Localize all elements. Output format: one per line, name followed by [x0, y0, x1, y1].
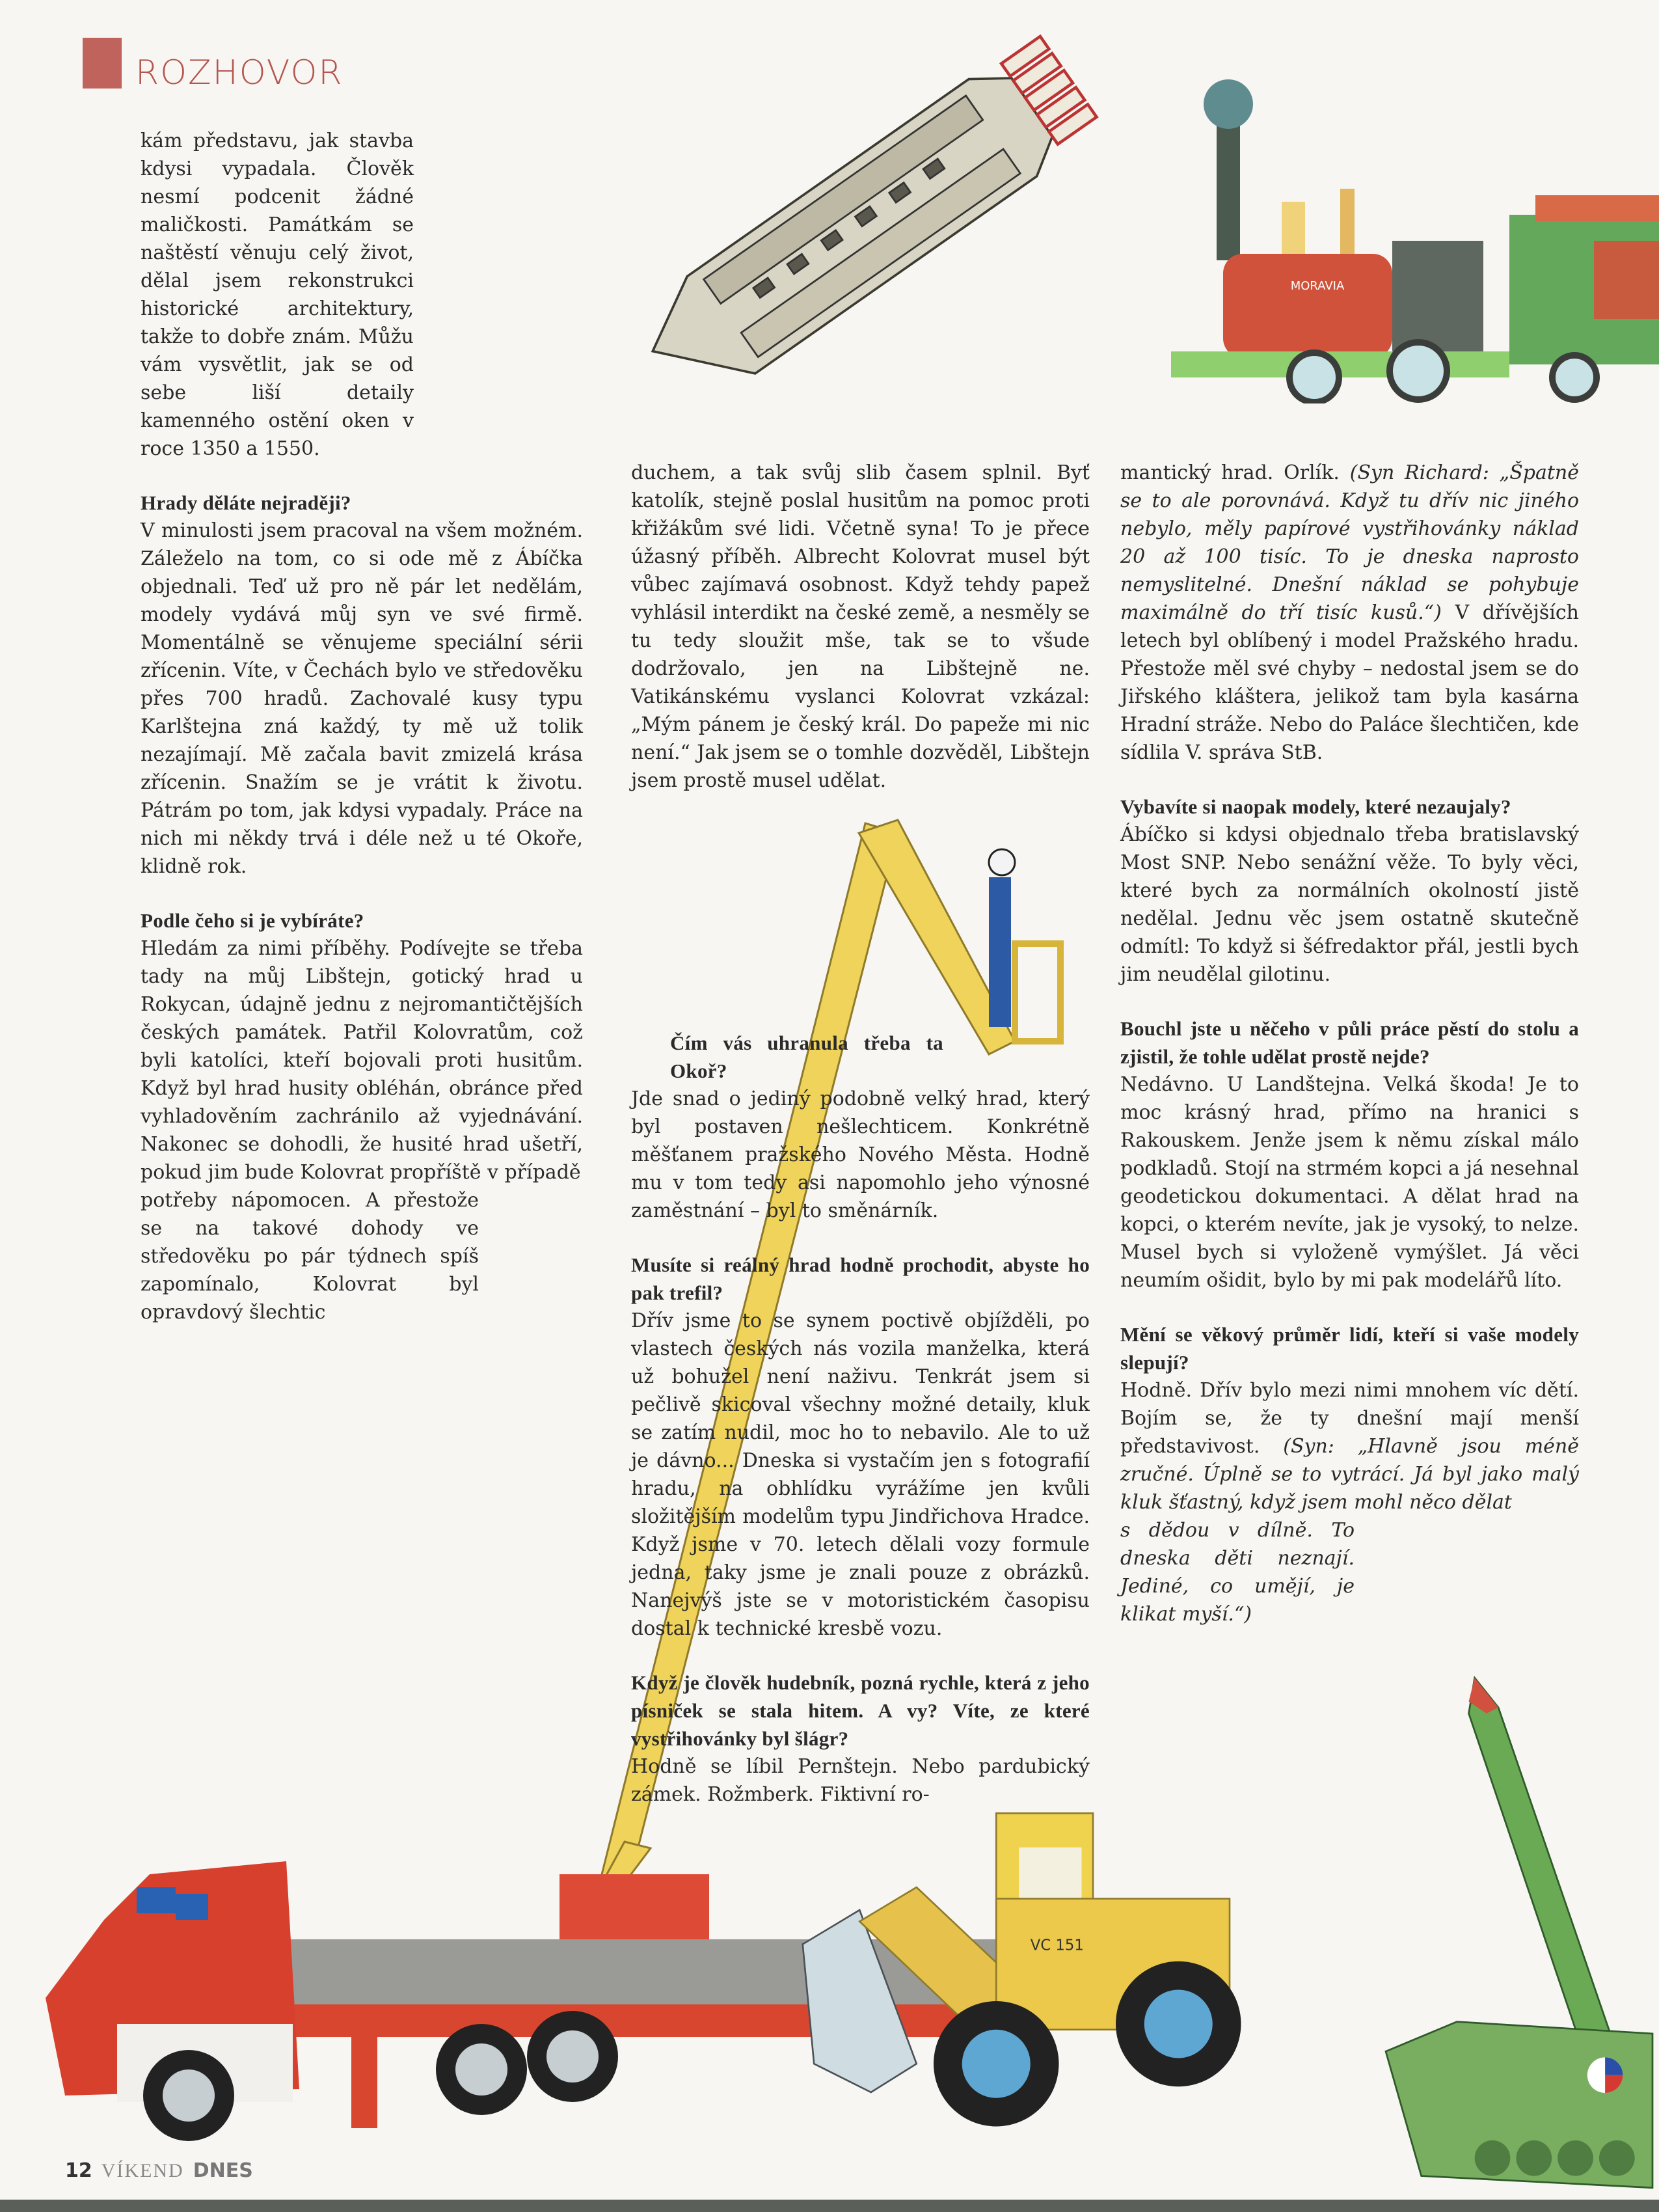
page-edge [0, 2200, 1659, 2212]
son-quote-tail: s dědou v dílně. To dneska děti neznají. Jediné, co umějí, je klikat myší.“) [1120, 1519, 1355, 1626]
article-column-3 [1120, 459, 1579, 1628]
article-column-1 [141, 127, 583, 1326]
question-heading: Vybavíte si naopak modely, které nezaujaly? [1120, 795, 1511, 818]
answer-paragraph: duchem, a tak svůj slib časem splnil. Byť katolík, stejně poslal husitům na pomoc proti křižákům své lidi. Včetně syna! To je přece úžasný příběh. Albrecht Kolovrat musel být vůbec zajímavá osobnost. Když tehdy papež vyhlásil interdikt na české země, a nesměly se tu tedy sloužit mše, tak se to všude dodržovalo, jen na Libštejně ne. Vatikánskému vyslanci Kolovrat vzkázal: „Mým pánem je český král. Do papeže mi nic není.“ Jak jsem se o tomhle dozvěděl, Libštejn jsem prostě musel udělat. [631, 461, 1090, 792]
section-label: ROZHOVOR [135, 53, 344, 92]
answer-text: Hodně. Dřív bylo mezi nimi mnohem víc dětí. Bojím se, že ty dnešní mají menší představivost. [1120, 1379, 1579, 1458]
locomotive-illustration [1145, 72, 1659, 403]
son-quote: (Syn Richard: „Špatně se to ale porovnává. Když tu dřív nic jiného nebylo, měly papírové vystřihovánky náklad 20 až 100 tisíc. To je dneska naprosto nemyslitelné. Dnešní náklad se pohybuje maximálně do tří tisíc kusů.“) [1120, 461, 1579, 624]
question-heading: Čím vás uhranula třeba ta Okoř? [670, 1031, 943, 1082]
answer-paragraph [1120, 1376, 1579, 1516]
loader-illustration [755, 1796, 1340, 2161]
magazine-name-dnes: DNES [193, 2159, 253, 2182]
question-heading: Musíte si reálný hrad hodně prochodit, abyste ho pak trefil? [631, 1253, 1090, 1304]
missile-launcher-illustration [1379, 1666, 1659, 2200]
answer-text: mantický hrad. Orlík. [1120, 461, 1350, 484]
loco-wheel [1289, 353, 1339, 402]
intro-paragraph: kám představu, jak stavba kdysi vypadala. Člověk nesmí podcenit žádné maličkosti. Památkám se naštěstí věnuju celý život, dělal jsem rekonstrukci historické architektury, takže to dobře znám. Můžu vám vysvětlit, jak se od sebe liší detaily kamenného ostění oken v roce 1350 a 1550. [141, 130, 414, 460]
loco-boiler [1223, 254, 1392, 358]
answer-text: V dřívějších letech byl oblíbený i model Pražského hradu. Přestože měl své chyby – nedostal jsem se do Jiřského kláštera, jelikož tam byla kasárna Hradní stráže. Nebo do Paláce šlechtičen, kde sídlila V. správa StB. [1120, 601, 1579, 764]
question-heading: Hrady děláte nejraději? [141, 491, 351, 514]
section-color-tab [83, 38, 122, 89]
answer-paragraph: Jde snad o jediný podobně velký hrad, který byl postaven nešlechticem. Konkrétně měšťanem pražského Nového Města. Hodně mu v tom tedy asi napomohlo jeho výnosné zaměstnání – byl to směnárník. [631, 1087, 1090, 1222]
question-heading: Když je člověk hudebník, pozná rychle, která z jeho písniček se stala hitem. A vy? Víte, ze které vystřihovánky byl šlágr? [631, 1671, 1090, 1750]
son-quote: (Syn: „Hlavně jsou méně zručné. Úplně se to vytrácí. Já byl jako malý kluk šťastný, když jsem mohl něco dělat [1120, 1435, 1579, 1514]
answer-paragraph: Hodně se líbil Pernštejn. Nebo pardubický zámek. Rožmberk. Fiktivní ro- [631, 1755, 1090, 1806]
answer-paragraph: Hledám za nimi příběhy. Podívejte se třeba tady na můj Libštejn, gotický hrad u Rokycan, údajně jednu z nejromantičtějších českých památek. Patřil Kolovratům, což byli katolíci, kteří bojovali proti husitům. Když byl hrad husity obléhán, obránce před vyhladověním zachránilo až vyjednávání. Nakonec se dohodli, že husité hrad ušetří, pokud jim bude Kolovrat propříště v případě [141, 937, 583, 1184]
answer-paragraph [1120, 459, 1579, 767]
answer-paragraph: Nedávno. U Landštejna. Velká škoda! Je to moc krásný hrad, přímo na hranici s Rakouskem. Jenže jsem k němu získal málo podkladů. Stojí na strmém kopci a já nesehnal geodetickou dokumentaci. A dělat hrad na kopci, o kterém nevíte, jak je vysoký, to nelze. Musel bych si vyloženě vymýšlet. Já věci neumím ošidit, bylo by mi pak modelářů líto. [1120, 1073, 1579, 1292]
answer-paragraph: V minulosti jsem pracoval na všem možném. Záleželo na tom, co si ode mě z Ábíčka objednali. Teď už pro ně pár let nedělám, modely vydává můj syn ve své firmě. Momentálně se věnujeme speciální sérii zřícenin. Víte, v Čechách bylo ve středověku přes 700 hradů. Zachovalé kusy typu Karlštejna zná každý, ty mě už tolik nezajímají. Mě začala bavit zmizelá krása zřícenin. Snažím se je vrátit k životu. Pátrám po tom, jak kdysi vypadaly. Práce na nich mi někdy trvá i déle než u té Okoře, klidně rok. [141, 519, 583, 878]
answer-paragraph-tail: potřeby nápomocen. A přestože se na takové dohody ve středověku po pár týdnech spíš zapomínalo, Kolovrat byl opravdový šlechtic [141, 1189, 479, 1324]
question-heading: Mění se věkový průměr lidí, kteří si vaše modely slepují? [1120, 1323, 1579, 1374]
page-number: 12 [65, 2159, 92, 2182]
question-heading: Bouchl jste u něčeho v půli práce pěstí do stolu a zjistil, že tohle udělat prostě nejde? [1120, 1017, 1579, 1068]
article-column-2 [631, 459, 1090, 1809]
question-heading: Podle čeho si je vybíráte? [141, 909, 364, 932]
loader-plate: VC 151 [1030, 1937, 1084, 1954]
magazine-name: VÍKEND [101, 2160, 184, 2181]
page-footer [65, 2159, 253, 2182]
loco-wheel [1390, 342, 1447, 400]
spaceship-illustration [586, 26, 1119, 416]
answer-paragraph: Dřív jsme to se synem poctivě objížděli, po vlastech českých nás vozila manželka, která už bohužel není naživu. Tenkrát jsem si pečlivě skicoval všechny možné detaily, kluk se zatím nudil, moc ho to nebavilo. Ale to už je dávno... Dneska si vystačím jen s fotografií hradu, na obhlídku vyrážíme jen kvůli složitějším modelům typu Jindřichova Hradce. Když jsme v 70. letech dělali vozy formule jedna, taky jsme je znali pouze z obrázků. Nanejvýš jste se v motoristickém časopisu dostal k technické kresbě vozu. [631, 1309, 1090, 1640]
answer-paragraph: Ábíčko si kdysi objednalo třeba bratislavský Most SNP. Nebo senážní věže. To byly věci, které bych za normálních okolností jistě nedělal. Jednu věc jsem ostatně skutečně odmítl: To když si šéfredaktor přál, jestli bych jim neudělal gilotinu. [1120, 823, 1579, 986]
ship-hull [629, 59, 1066, 414]
loco-nameplate: MORAVIA [1290, 279, 1345, 293]
